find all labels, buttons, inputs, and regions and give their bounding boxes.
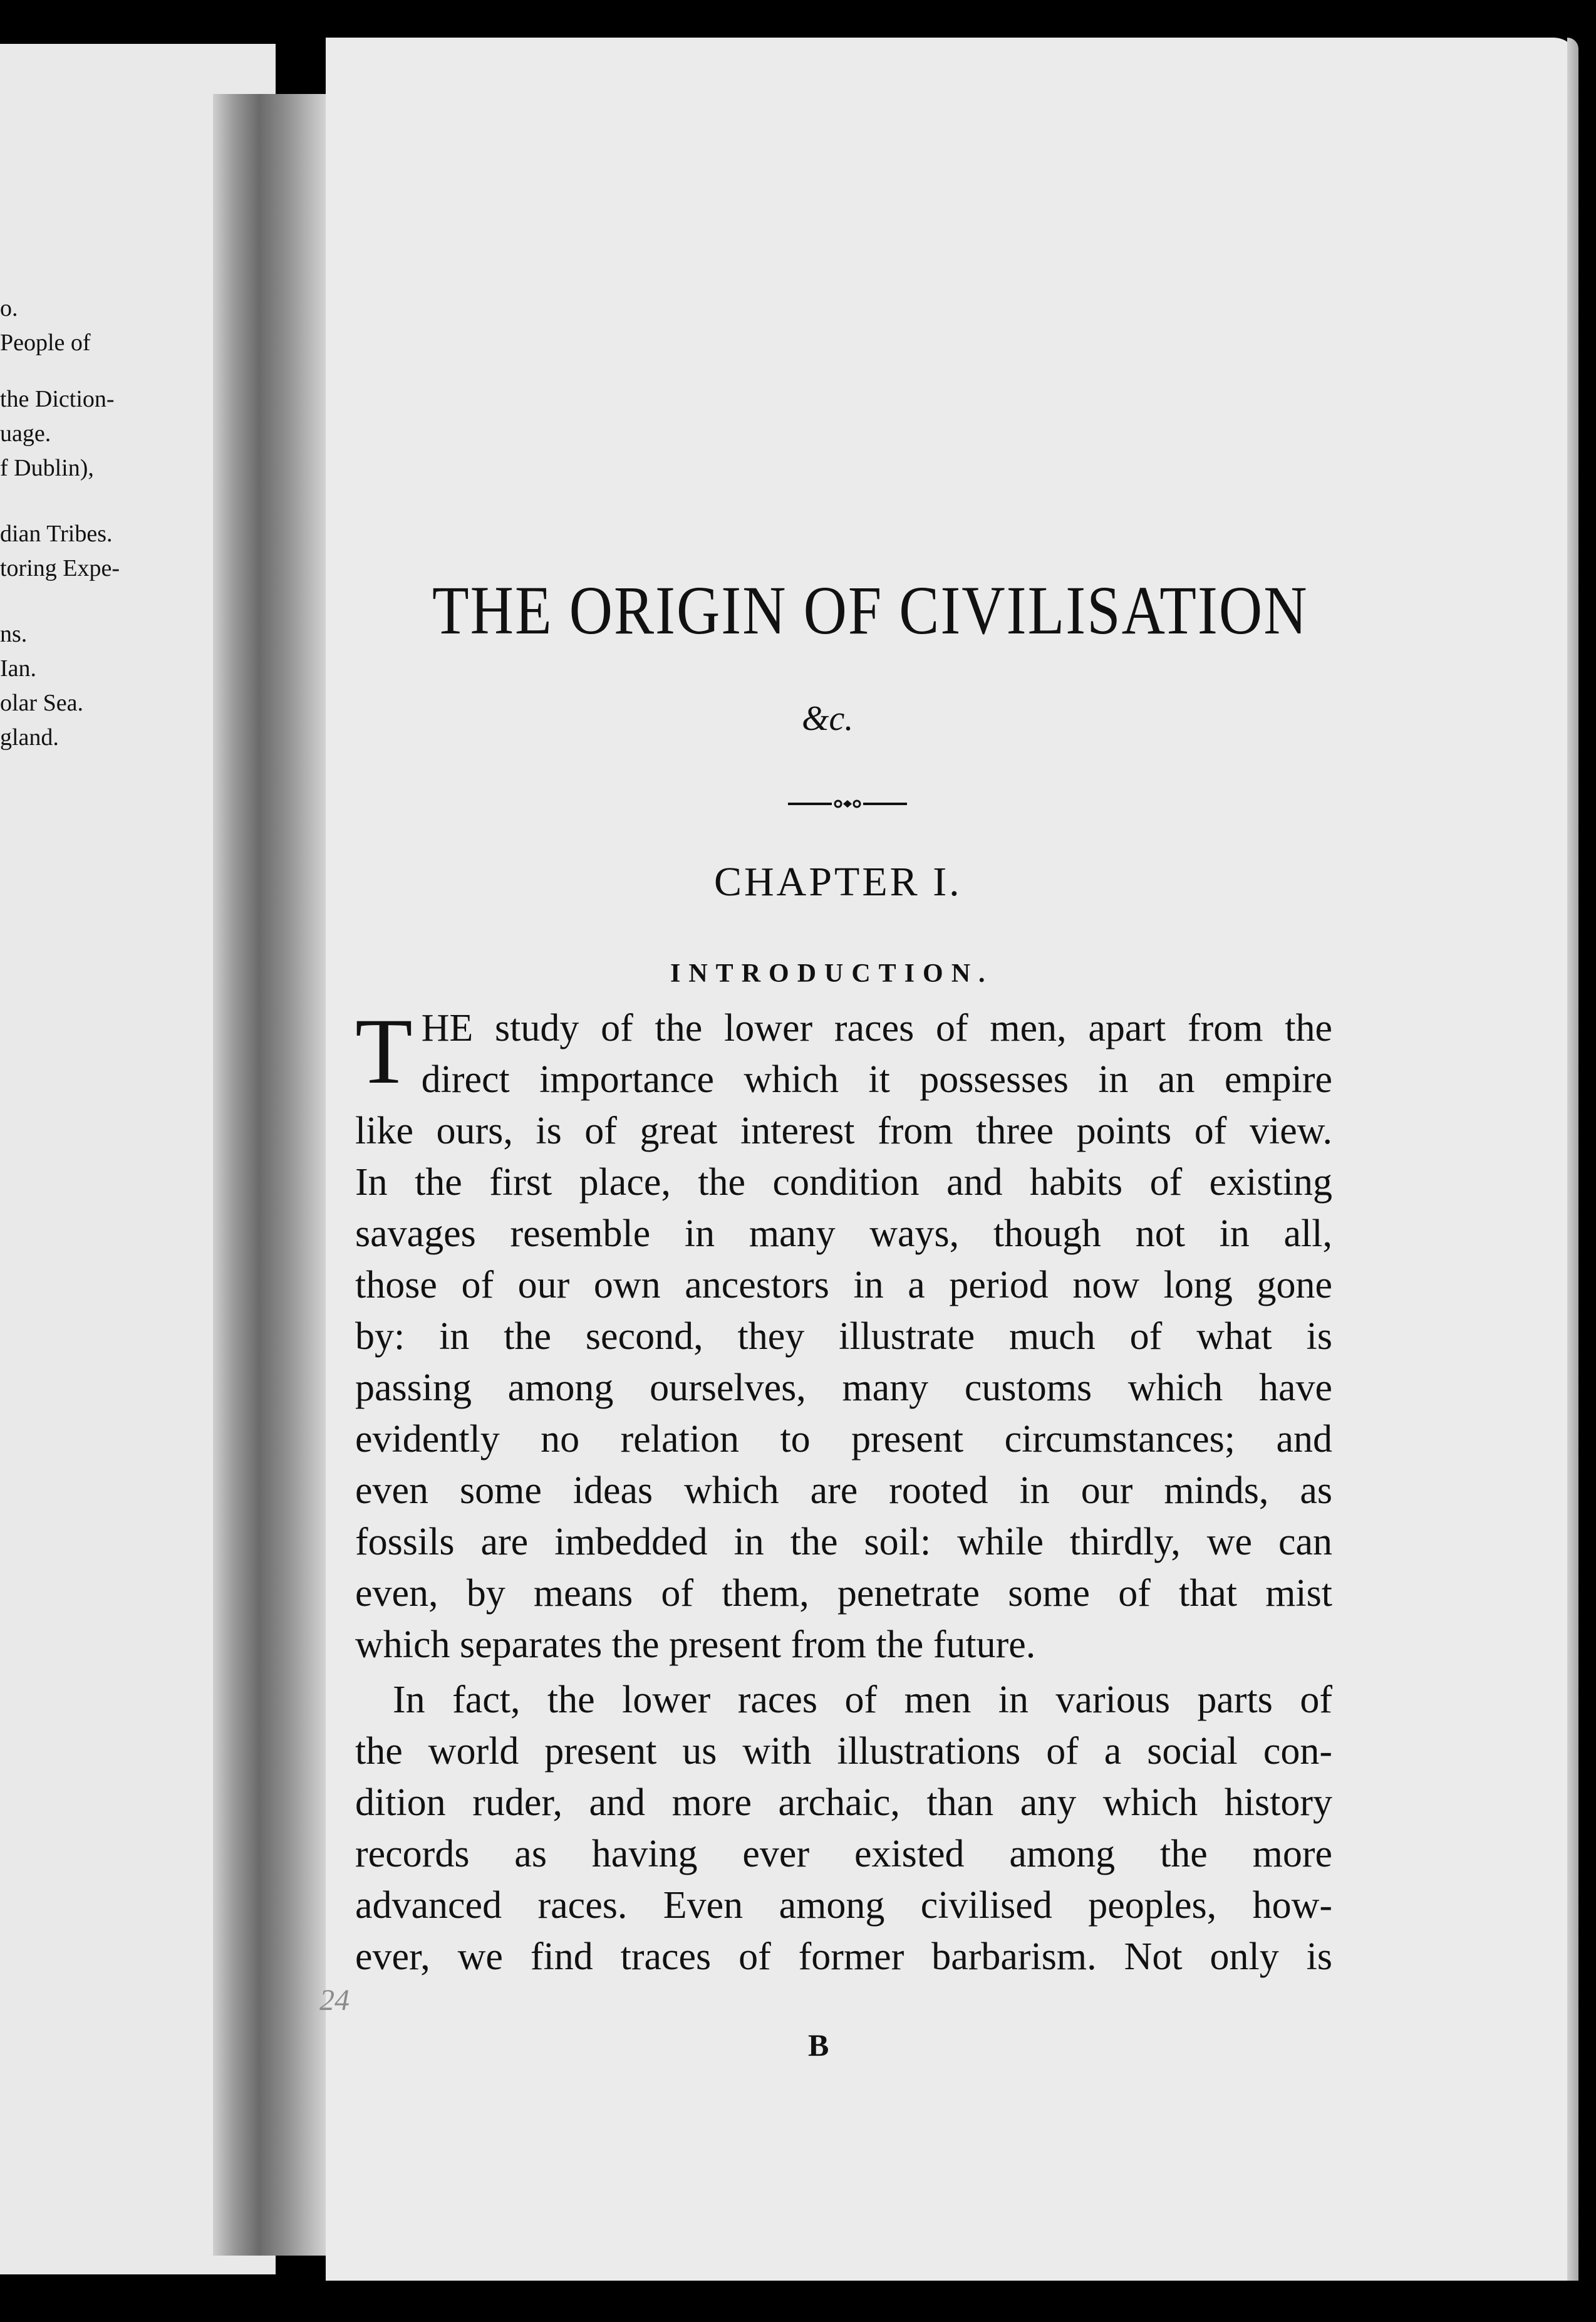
text-line: HE study of the lower races of men, apart from the <box>421 1007 1332 1049</box>
left-fragment: Ian. <box>0 655 37 682</box>
text-line: the world present us with illustrations of a social con- <box>355 1730 1332 1773</box>
left-fragment: o. <box>0 295 18 321</box>
section-heading: INTRODUCTION. <box>670 959 993 988</box>
left-fragment: toring Expe- <box>0 555 120 581</box>
text-line: savages resemble in many ways, though not in all, <box>355 1212 1332 1255</box>
etc-mark: &c. <box>802 699 854 738</box>
left-fragment: f Dublin), <box>0 455 94 481</box>
text-line: even some ideas which are rooted in our minds, as <box>355 1469 1332 1512</box>
left-fragment: olar Sea. <box>0 690 83 716</box>
text-line: even, by means of them, penetrate some of that mist <box>355 1572 1332 1615</box>
left-fragment: uage. <box>0 420 51 447</box>
book-title: THE ORIGIN OF CIVILISATION <box>432 571 1308 649</box>
left-fragment: dian Tribes. <box>0 521 113 547</box>
right-page <box>319 38 1578 2281</box>
drop-cap: T <box>355 999 413 1103</box>
ornament-divider <box>788 794 907 813</box>
body-text <box>355 999 1332 1982</box>
text-line: evidently no relation to present circumstances; and <box>355 1418 1332 1460</box>
left-fragment: gland. <box>0 724 59 751</box>
paragraph-1 <box>355 999 1332 1670</box>
pencil-annotation: 24 <box>319 1984 350 2017</box>
text-line: In fact, the lower races of men in various parts of <box>393 1679 1332 1721</box>
signature-mark: B <box>808 2028 829 2063</box>
left-fragment: People of <box>0 330 91 356</box>
left-fragment: ns. <box>0 621 28 647</box>
text-line: those of our own ancestors in a period now long gone <box>355 1264 1332 1306</box>
page-edge <box>1567 38 1578 2281</box>
text-line: passing among ourselves, many customs which have <box>355 1367 1332 1409</box>
left-fragment: the Diction- <box>0 386 115 412</box>
text-line: records as having ever existed among the more <box>355 1833 1332 1875</box>
text-line: advanced races. Even among civilised peoples, how- <box>355 1884 1332 1927</box>
chapter-heading: CHAPTER I. <box>714 859 962 905</box>
text-line: fossils are imbedded in the soil: while thirdly, we can <box>355 1521 1332 1563</box>
book-gutter <box>213 94 329 2256</box>
text-line: In the first place, the condition and habits of existing <box>355 1161 1332 1204</box>
text-line: dition ruder, and more archaic, than any which history <box>355 1781 1332 1824</box>
text-line: by: in the second, they illustrate much of what is <box>355 1315 1332 1358</box>
text-line: ever, we find traces of former barbarism. Not only is <box>355 1935 1332 1978</box>
paragraph-2 <box>355 1674 1332 1982</box>
text-line: direct importance which it possesses in an empire <box>421 1058 1332 1101</box>
text-line: which separates the present from the future. <box>355 1623 1036 1666</box>
text-line: like ours, is of great interest from three points of view. <box>355 1110 1332 1152</box>
